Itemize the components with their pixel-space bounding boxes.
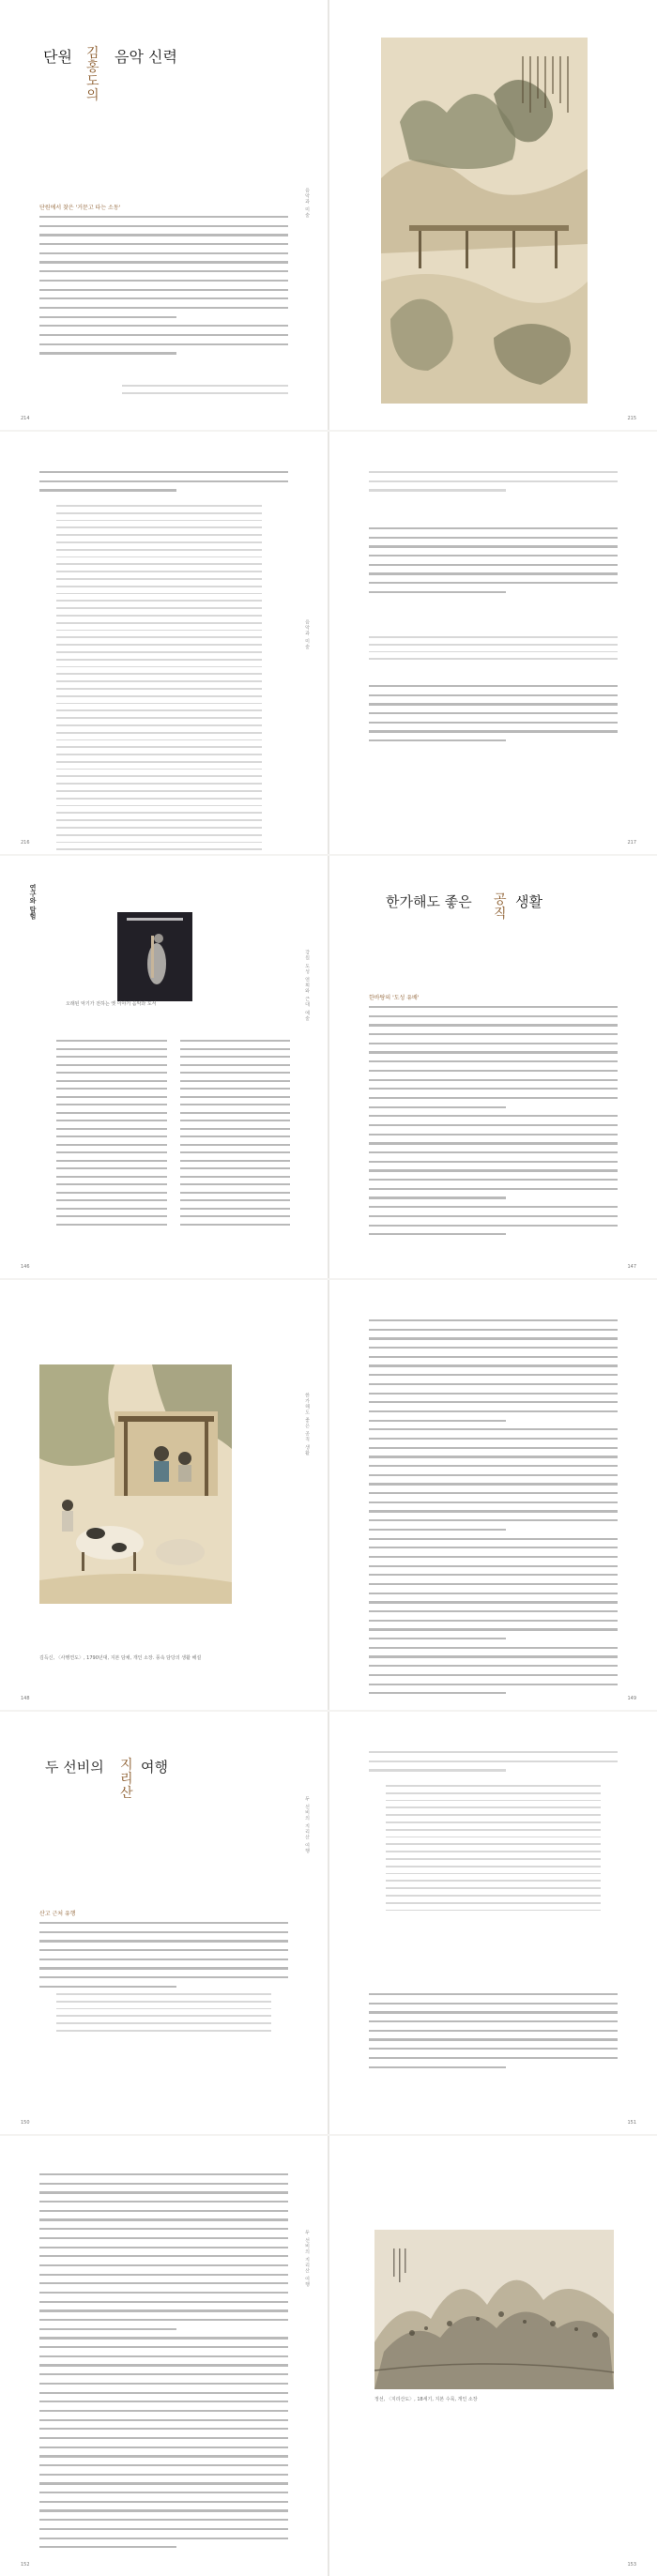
quote-text xyxy=(56,1993,271,2037)
spread-1 xyxy=(0,0,657,430)
title-char: 산 xyxy=(120,1786,133,1801)
page-number: 149 xyxy=(627,1696,636,1701)
chapter-title: 한가해도 좋은 xyxy=(386,893,472,910)
page-149 xyxy=(329,1280,657,1710)
body-text xyxy=(39,471,288,498)
page-number: 147 xyxy=(627,1264,636,1270)
poem-text xyxy=(56,505,262,854)
page-number: 148 xyxy=(21,1696,30,1701)
section-heading: 산고 근처 유행 xyxy=(39,1911,76,1917)
running-head: 강원 도성 연희와 근대 예술 xyxy=(304,950,310,1022)
body-text xyxy=(369,1319,618,1701)
footnote-text xyxy=(122,385,288,400)
chapter-title-vertical xyxy=(86,47,99,103)
quote-text xyxy=(386,1785,601,1916)
body-text xyxy=(369,527,618,601)
page-153 xyxy=(329,2136,657,2576)
chapter-title-vertical xyxy=(494,893,507,922)
page-150 xyxy=(0,1712,328,2134)
title-char: 의 xyxy=(86,88,99,103)
spread-4 xyxy=(0,1280,657,1710)
page-151 xyxy=(329,1712,657,2134)
mountain-map-painting xyxy=(374,2230,614,2389)
page-number: 146 xyxy=(21,1264,30,1270)
running-head: 음악과 미술 xyxy=(304,619,310,650)
chapter-title-tail: 여행 xyxy=(141,1759,168,1776)
body-columns xyxy=(56,1040,290,1231)
running-head: 한가해도 좋은 공직 생활 xyxy=(304,1393,310,1456)
page-148 xyxy=(0,1280,328,1710)
book-cover-image xyxy=(117,912,192,1001)
running-head: 두 선비의 지리산 여행 xyxy=(304,1796,310,1854)
genre-painting xyxy=(39,1364,232,1604)
body-text xyxy=(369,471,618,498)
page-number: 153 xyxy=(627,2562,636,2568)
page-215 xyxy=(329,0,657,430)
painting-caption: 김득신, 〈사행연도〉, 1790년대, 지본 담채, 개인 소장. 풍속 담당의 생활 해설 xyxy=(39,1655,202,1661)
page-217 xyxy=(329,432,657,854)
spread-6 xyxy=(0,2136,657,2576)
page-number: 151 xyxy=(627,2120,636,2126)
page-number: 215 xyxy=(627,416,636,421)
page-214 xyxy=(0,0,328,430)
spread-2 xyxy=(0,432,657,854)
section-label: 연구와 탐험 xyxy=(29,884,37,920)
title-char: 리 xyxy=(120,1772,133,1787)
page-number: 214 xyxy=(21,416,30,421)
body-text xyxy=(369,1751,618,1778)
chapter-title-vertical xyxy=(120,1759,133,1801)
page-147 xyxy=(329,856,657,1278)
chapter-title-part-a: 단원 xyxy=(43,48,72,66)
quote-table xyxy=(369,636,618,665)
landscape-painting xyxy=(381,38,588,404)
page-146 xyxy=(0,856,328,1278)
body-text xyxy=(369,685,618,749)
page-152 xyxy=(0,2136,328,2576)
title-char: 공 xyxy=(494,892,507,907)
page-number: 216 xyxy=(21,840,30,846)
book-caption: 오래된 악기가 전하는 옛 이야기 음악과 도서 xyxy=(66,1001,157,1007)
body-text xyxy=(369,1993,618,2075)
map-caption: 정선, 〈지리산도〉, 18세기, 지본 수묵, 개인 소장 xyxy=(374,2397,478,2402)
body-text xyxy=(39,2173,288,2555)
page-216 xyxy=(0,432,328,854)
section-heading: 한바탕의 '도성 유배' xyxy=(369,995,420,1001)
body-text xyxy=(39,216,288,361)
page-number: 152 xyxy=(21,2562,30,2568)
running-head: 음악과 미술 xyxy=(304,188,310,219)
page-number: 217 xyxy=(627,840,636,846)
title-char: 도 xyxy=(86,74,99,89)
chapter-title: 두 선비의 xyxy=(45,1759,104,1776)
spread-5 xyxy=(0,1712,657,2134)
section-heading: 단원에서 찾은 '거문고 타는 소동' xyxy=(39,205,121,211)
title-char: 지 xyxy=(120,1758,133,1773)
title-char: 직 xyxy=(494,907,507,922)
title-char: 홍 xyxy=(86,60,99,75)
spread-3 xyxy=(0,856,657,1278)
title-char: 김 xyxy=(86,46,99,61)
chapter-title-part-b: 음악 신력 xyxy=(115,48,177,66)
body-text xyxy=(39,1922,288,1995)
chapter-title-tail: 생활 xyxy=(515,893,542,910)
page-number: 150 xyxy=(21,2120,30,2126)
running-head: 두 선비의 지리산 여행 xyxy=(304,2230,310,2288)
body-text xyxy=(369,1006,618,1242)
